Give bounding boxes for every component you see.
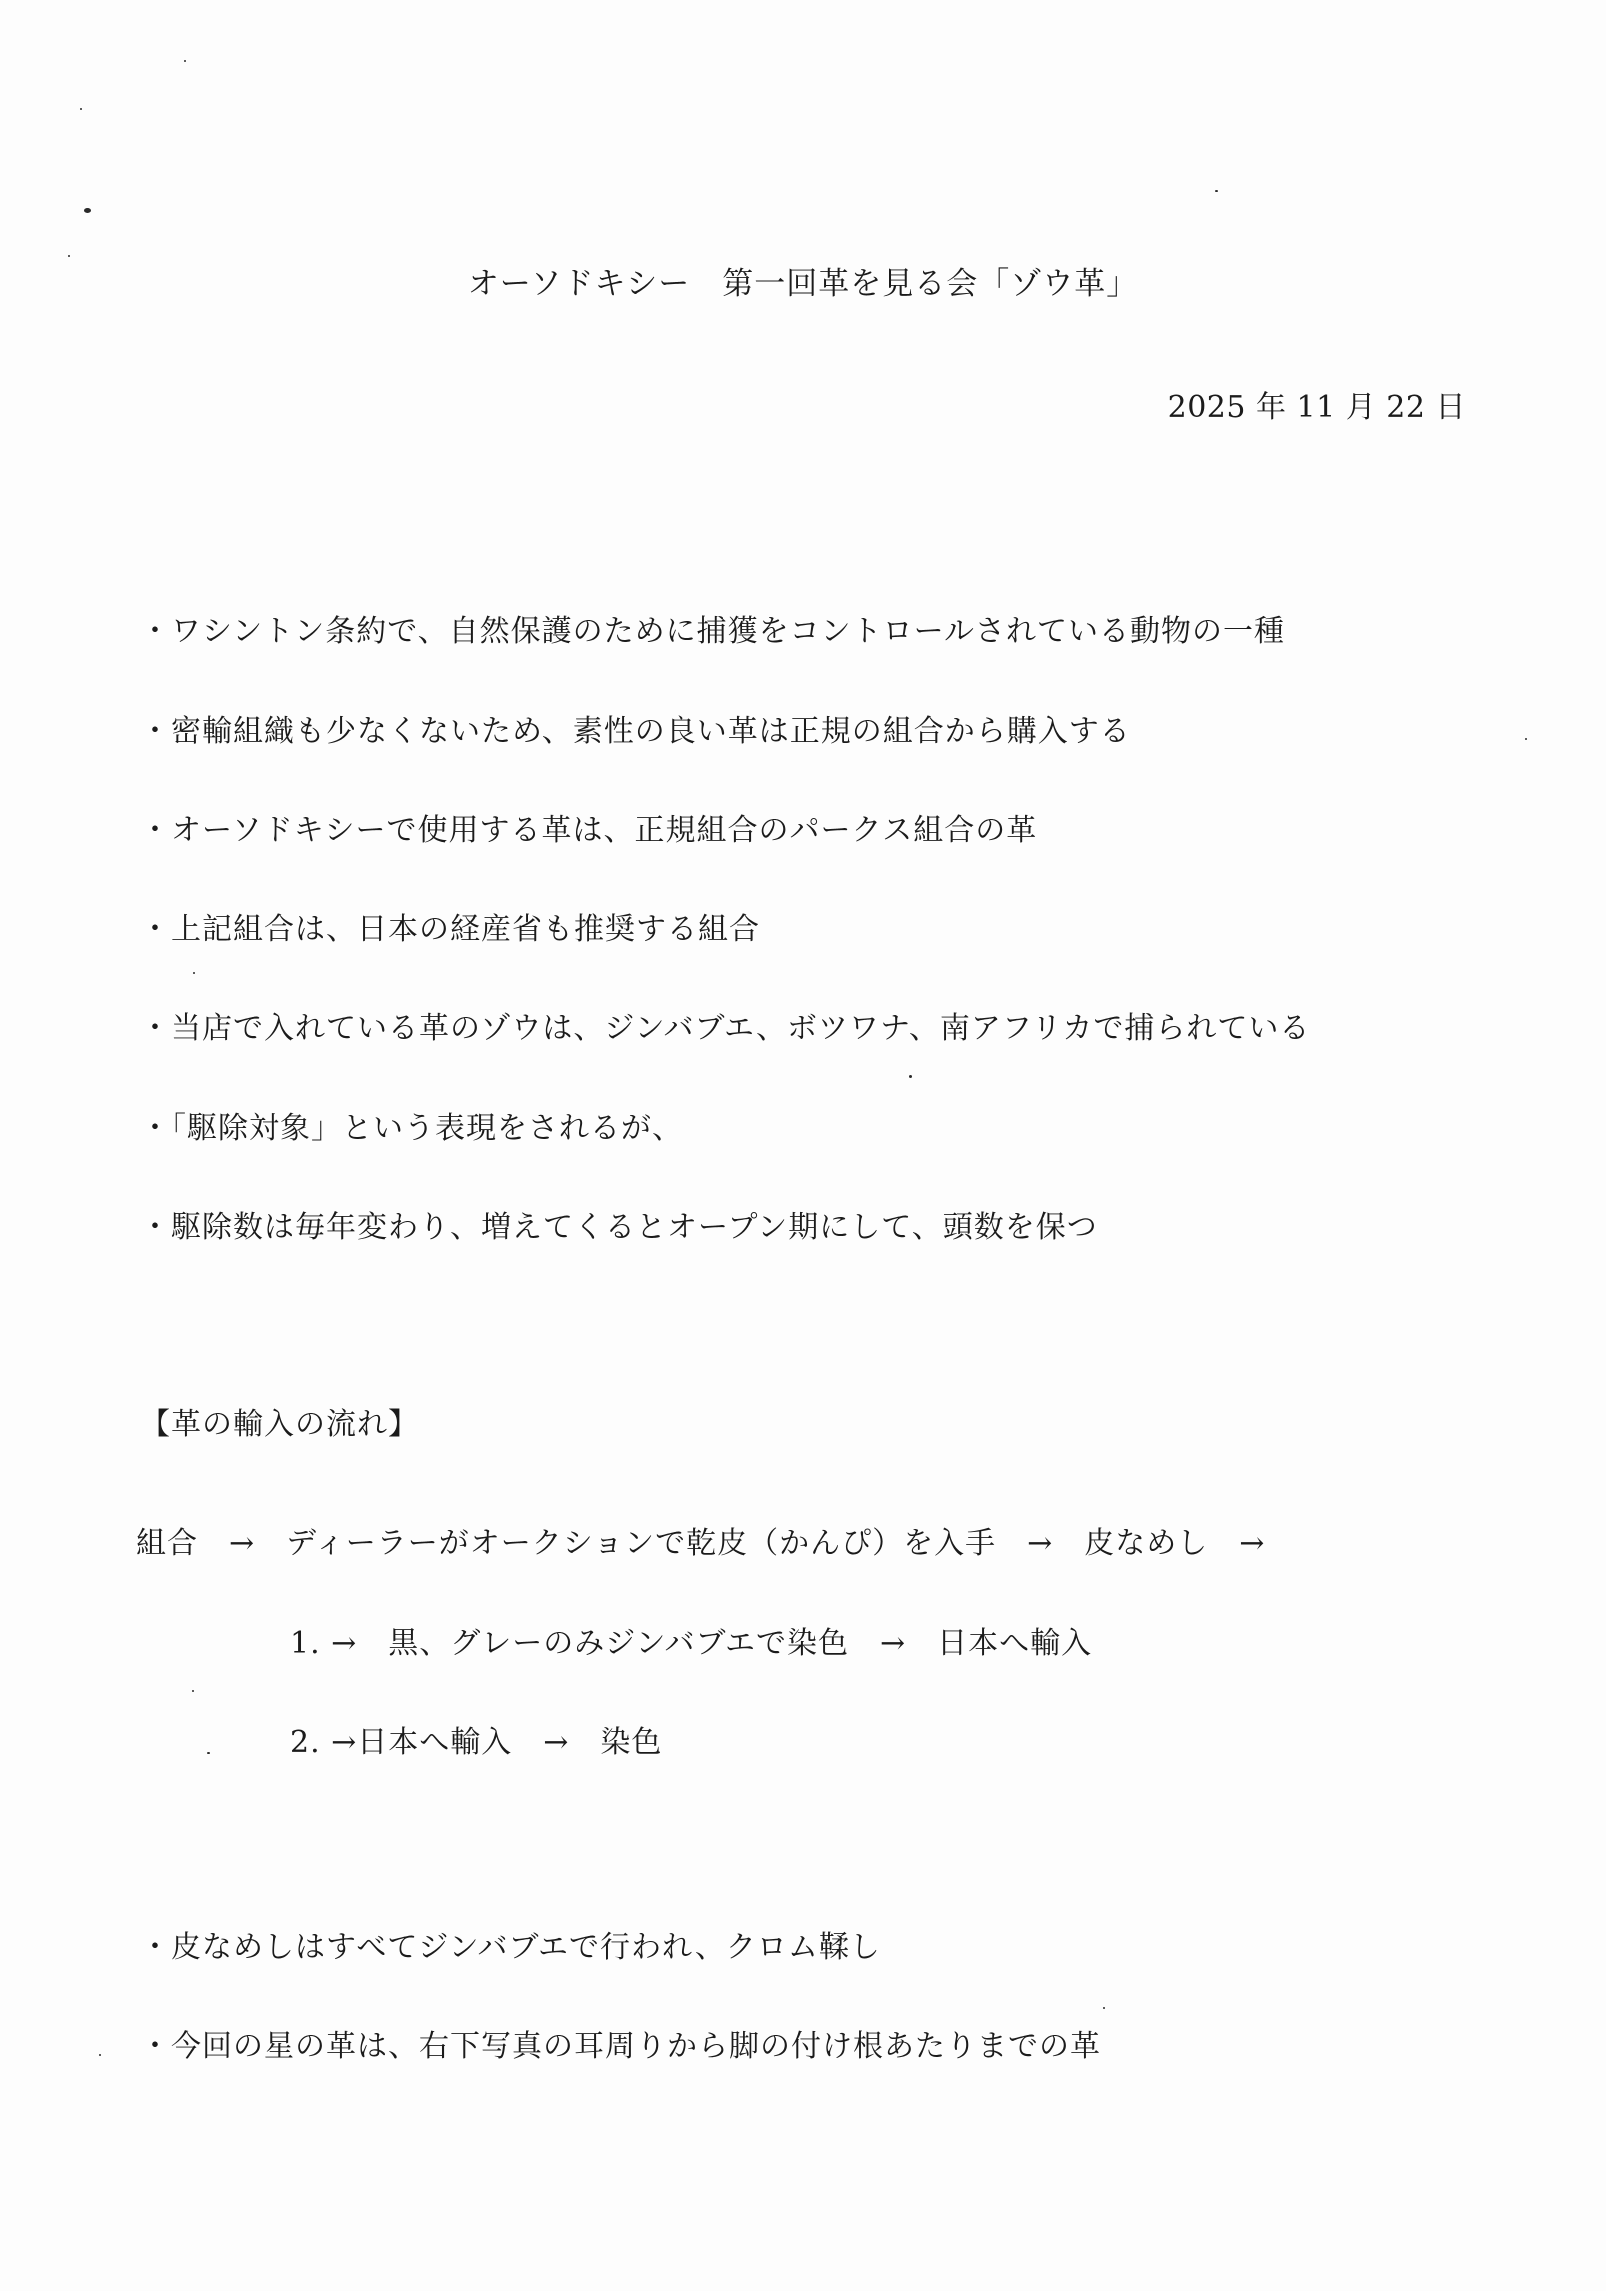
bullet-item: ・皮なめしはすべてジンバブエで行われ、クロム鞣し (140, 1930, 881, 1965)
bullet-item: ・密輸組織も少なくないため、素性の良い革は正規の組合から購入する (140, 714, 1131, 749)
scan-speck (909, 1075, 912, 1078)
import-flow-step: 2. →日本へ輸入 → 染色 (290, 1725, 663, 1760)
scan-speck (1103, 2007, 1105, 2009)
scan-speck (99, 2054, 101, 2056)
bullet-item: ・駆除数は毎年変わり、増えてくるとオープン期にして、頭数を保つ (140, 1210, 1098, 1245)
bullet-item: ・ワシントン条約で、自然保護のために捕獲をコントロールされている動物の一種 (140, 614, 1286, 649)
scan-speck (1525, 738, 1527, 740)
document-date: 2025 年 11 月 22 日 (1167, 390, 1466, 425)
scan-speck (80, 108, 82, 110)
scan-speck (207, 1752, 210, 1754)
scan-speck (193, 972, 195, 974)
scan-speck (84, 208, 91, 213)
bullet-item: ・オーソドキシーで使用する革は、正規組合のパークス組合の革 (140, 813, 1038, 848)
scan-speck (1215, 190, 1218, 192)
bullet-item: ・上記組合は、日本の経産省も推奨する組合 (140, 912, 760, 947)
document-title: オーソドキシー 第一回革を見る会「ゾウ革」 (467, 266, 1139, 302)
scan-speck (192, 1690, 194, 1692)
scan-speck (68, 255, 70, 257)
bullet-item: ・当店で入れている革のゾウは、ジンバブエ、ボツワナ、南アフリカで捕られている (140, 1011, 1311, 1046)
import-flow-step: 1. → 黒、グレーのみジンバブエで染色 → 日本へ輸入 (290, 1626, 1093, 1661)
bullet-item: ・「駆除対象」という表現をされるが、 (140, 1111, 683, 1146)
bullet-item: ・今回の星の革は、右下写真の耳周りから脚の付け根あたりまでの革 (140, 2029, 1101, 2064)
import-flow-main: 組合 → ディーラーがオークションで乾皮（かんぴ）を入手 → 皮なめし → (136, 1526, 1266, 1561)
scan-speck (184, 60, 186, 62)
section-heading: 【革の輸入の流れ】 (140, 1407, 419, 1442)
